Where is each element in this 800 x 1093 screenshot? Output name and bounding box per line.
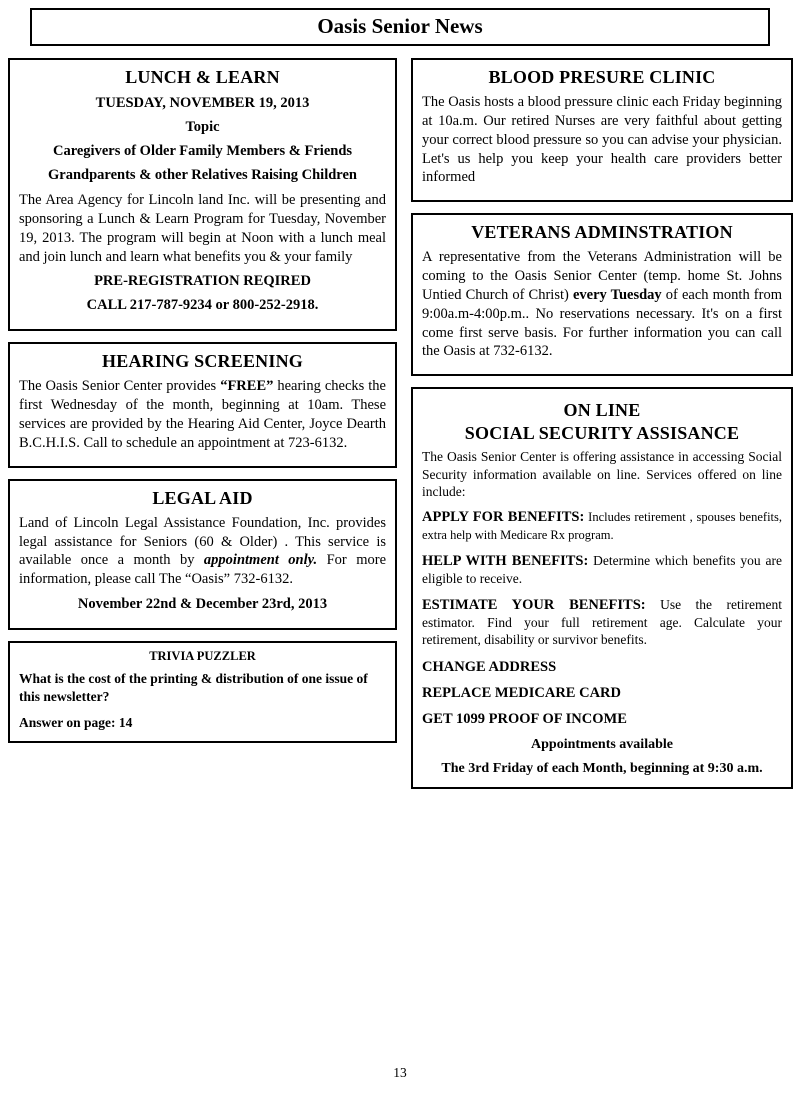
legal-aid-body-part1: Land of Lincoln Legal Assistance Foundation, Inc. provides legal assistance for Seniors (60 & Older) . This service is available once a month by: [19, 514, 386, 569]
legal-aid-title: LEGAL AID: [152, 487, 253, 508]
left-column: [8, 58, 397, 743]
trivia-puzzler-section: [8, 641, 397, 743]
social-security-intro: The Oasis Senior Center is offering assistance in accessing Social Security information available on line. Services offered on line include:: [422, 449, 782, 499]
ss-item-replace-medicare-card: REPLACE MEDICARE CARD: [422, 684, 621, 701]
lunch-and-learn-topic-line2: Grandparents & other Relatives Raising Children: [48, 167, 357, 183]
trivia-answer: Answer on page: 14: [19, 715, 133, 731]
lunch-and-learn-topic-line1: Caregivers of Older Family Members & Friends: [52, 143, 353, 159]
ss-item-apply-desc: Includes retirement , spouses benefits, extra help with Medicare Rx program.: [422, 510, 782, 542]
lunch-and-learn-title: LUNCH & LEARN: [125, 67, 280, 87]
ss-item-change-address: CHANGE ADDRESS: [422, 658, 557, 675]
page-number: 13: [393, 1065, 407, 1080]
veterans-administration-section: [411, 213, 793, 376]
ss-item-apply: [422, 508, 782, 544]
legal-aid-body-part2: For more information, please call The “Oasis” 732-6132.: [19, 552, 386, 588]
hearing-body-free: “FREE”: [220, 378, 274, 395]
ss-item-estimate-desc: Use the retirement estimator. Find your full retirement age. Calculate your retirement, disability or survivor benefits.: [422, 597, 782, 648]
ss-item-help-label: HELP WITH BENEFITS:: [422, 553, 589, 570]
ss-schedule: The 3rd Friday of each Month, beginning at 9:30 a.m.: [441, 760, 763, 776]
blood-pressure-clinic-section: [411, 58, 793, 202]
right-column: [411, 58, 793, 789]
legal-aid-section: [8, 479, 397, 630]
hearing-screening-title: HEARING SCREENING: [102, 351, 303, 372]
social-security-section: [411, 387, 793, 788]
hearing-body-part2: hearing checks the first Wednesday of the month, beginning at 10am. These services are provided by the Hearing Aid Center, Joyce Dearth B.C.H.I.S. Call to schedule an appointment at 723-6132.: [19, 378, 386, 451]
social-security-title-line2: SOCIAL SECURITY ASSISANCE: [464, 423, 740, 444]
newsletter-title: Oasis Senior News: [317, 14, 483, 38]
veterans-body-part1: A representative from the Veterans Administration will be coming to the Oasis Senior Center (temp. home St. Johns Untied Church of Christ): [422, 249, 782, 303]
veterans-body-every-tuesday: every Tuesday: [572, 286, 662, 303]
hearing-screening-section: [8, 342, 397, 467]
ss-item-1099-proof: GET 1099 PROOF OF INCOME: [422, 710, 627, 727]
content-columns: [0, 58, 800, 789]
lunch-and-learn-date: TUESDAY, NOVEMBER 19, 2013: [95, 95, 310, 111]
lunch-and-learn-body: The Area Agency for Lincoln land Inc. will be presenting and sponsoring a Lunch & Learn Program for Tuesday, November 19, 2013. The program will begin at Noon with a lunch meal and join lunch and learn what benefits you & your family: [19, 192, 386, 265]
legal-aid-appointment-only: appointment only.: [203, 552, 318, 569]
blood-pressure-clinic-body: The Oasis hosts a blood pressure clinic each Friday beginning at 10a.m. Our retired Nurses are very faithful about getting your correct blood pressure so you can advise your physician. Let's us help you keep your health care providers better informed: [422, 94, 782, 186]
veterans-administration-title: VETERANS ADMINSTRATION: [471, 222, 733, 243]
legal-aid-dates: November 22nd & December 23rd, 2013: [77, 596, 328, 613]
social-security-title-line1: ON LINE: [563, 400, 641, 421]
ss-appointments-available: Appointments available: [531, 736, 673, 752]
lunch-and-learn-topic-label: Topic: [185, 119, 220, 135]
ss-item-estimate-label: ESTIMATE YOUR BENEFITS:: [422, 597, 646, 614]
veterans-body-part2: of each month from 9:00a.m-4:00p.m.. No reservations necessary. It's on a first come first serve basis. For further information you can call the Oasis at 732-6132.: [422, 286, 782, 360]
lunch-and-learn-preregistration: PRE-REGISTRATION REQIRED: [94, 273, 311, 290]
trivia-puzzler-title: TRIVIA PUZZLER: [149, 649, 256, 664]
ss-item-help: [422, 552, 782, 588]
veterans-administration-body: [422, 248, 782, 361]
hearing-body-part1: The Oasis Senior Center provides: [19, 378, 221, 395]
lunch-and-learn-section: [8, 58, 397, 331]
ss-item-help-desc: Determine which benefits you are eligible to receive.: [422, 553, 782, 586]
blood-pressure-clinic-title: BLOOD PRESURE CLINIC: [488, 67, 716, 87]
ss-item-estimate: [422, 596, 782, 650]
trivia-question: What is the cost of the printing & distribution of one issue of this newsletter?: [19, 671, 368, 704]
ss-item-apply-label: APPLY FOR BENEFITS:: [422, 509, 585, 526]
newsletter-header: [30, 8, 770, 46]
hearing-screening-body: [19, 377, 386, 452]
lunch-and-learn-phone: CALL 217-787-9234 or 800-252-2918.: [86, 297, 319, 314]
legal-aid-body: [19, 514, 386, 589]
